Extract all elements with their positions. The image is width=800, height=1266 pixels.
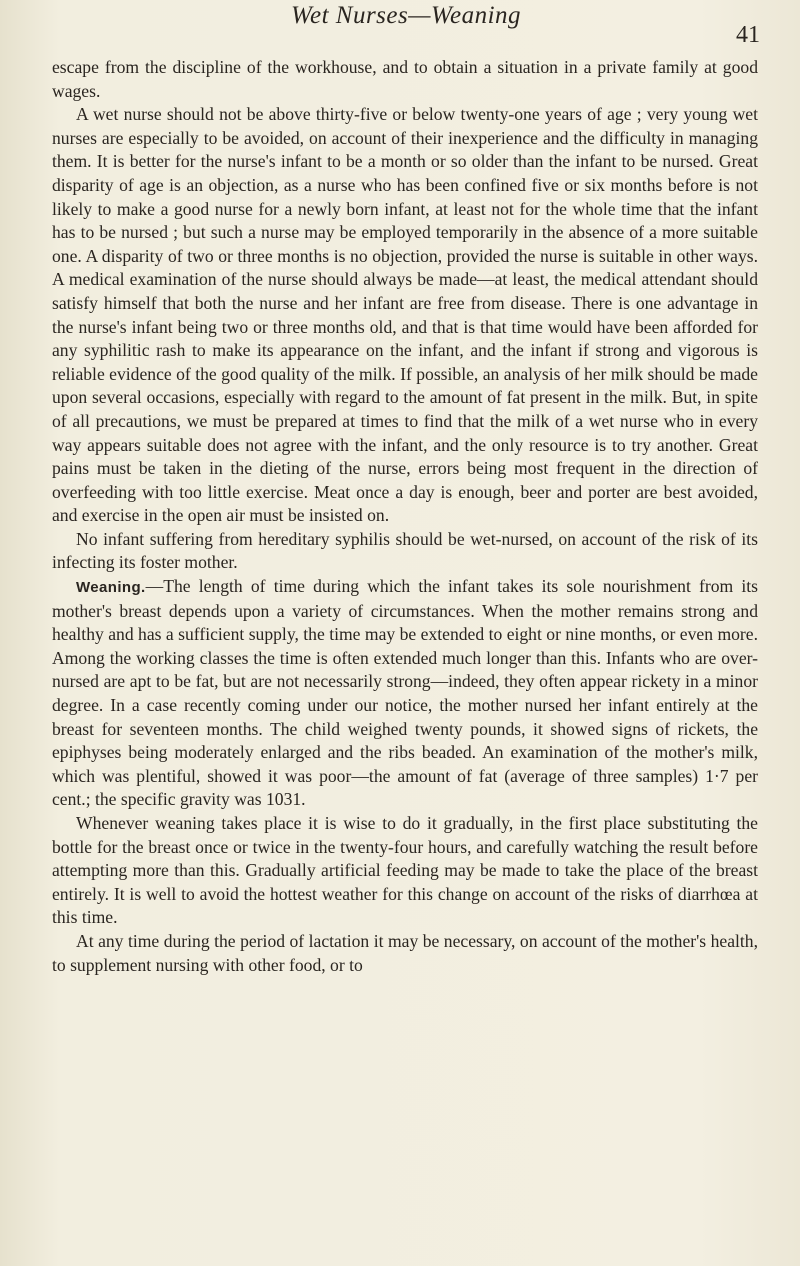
paragraph-wet-nurse-age: A wet nurse should not be above thirty-five or below twenty-one years of age ; very young wet nurses are especially to be avoided, on account of their inexperience and the difficulty in managing them. It is better for the nurse's infant to be a month or so older than the infant to be nursed. Great disparity of age is an objection, as a nurse who has been confined five or six months before is not likely to make a good nurse for a newly born infant, at least not for the whole time that the infant has to be nursed ; but such a nurse may be employed temporarily in the absence of a more suitable one. A disparity of two or three months is no objection, provided the nurse is suitable in other ways. A medical examination of the nurse should always be made—at least, the medical attendant should satisfy himself that both the nurse and her infant are free from disease. There is one advantage in the nurse's infant being two or three months old, and that is that time would have been afforded for any syphilitic rash to make its appearance on the infant, and the infant if strong and vigorous is reliable evidence of the good quality of the milk. If possible, an analysis of her milk should be made upon several occasions, especially with regard to the amount of fat present in the milk. But, in spite of all precautions, we must be prepared at times to find that the milk of a wet nurse who in every way appears suitable does not agree with the infant, and the only resource is to try another. Great pains must be taken in the dieting of the nurse, errors being most frequent in the direction of overfeeding with too little exercise. Meat once a day is enough, beer and porter are best avoided, and exercise in the open air must be insisted on. [52, 104, 758, 526]
paragraph-weaning [52, 575, 758, 812]
weaning-text: —The length of time during which the infant takes its sole nourishment from its mother's breast depends upon a variety of circumstances. When the mother remains strong and healthy and has a sufficient supply, the time may be extended to eight or nine months, or even more. Among the working classes the time is often extended much longer than this. Infants who are over-nursed are apt to be fat, but are not necessarily strong—indeed, they often appear rickety in a minor degree. In a case recently coming under our notice, the mother nursed her infant entirely at the breast for seventeen months. The child weighed twenty pounds, it showed signs of rickets, the epiphyses being moderately enlarged and the ribs beaded. An examination of the mother's milk, which was plentiful, showed it was poor—the amount of fat (average of three samples) 1·7 per cent.; the specific gravity was 1031. [52, 576, 758, 810]
paragraph-lactation: At any time during the period of lactation it may be necessary, on account of the mother's health, to supplement nursing with other food, or to [52, 930, 758, 975]
body-text [52, 56, 758, 977]
running-title: Wet Nurses—Weaning [290, 2, 522, 29]
paragraph-continuation: escape from the discipline of the workhouse, and to obtain a situation in a private family at good wages. [52, 57, 758, 101]
page-header [52, 0, 760, 50]
paragraph-gradual-weaning: Whenever weaning takes place it is wise to do it gradually, in the first place substituting the bottle for the breast once or twice in the twenty-four hours, and carefully watching the result before attempting more than this. Gradually artificial feeding may be made to take the place of the breast entirely. It is well to avoid the hottest weather for this change on account of the risks of diarrhœa at this time. [52, 813, 758, 928]
section-heading-weaning: Weaning. [76, 579, 146, 597]
page-number: 41 [736, 22, 760, 48]
paragraph-syphilis: No infant suffering from hereditary syphilis should be wet-nursed, on account of the risk of its infecting its foster mother. [52, 528, 758, 573]
